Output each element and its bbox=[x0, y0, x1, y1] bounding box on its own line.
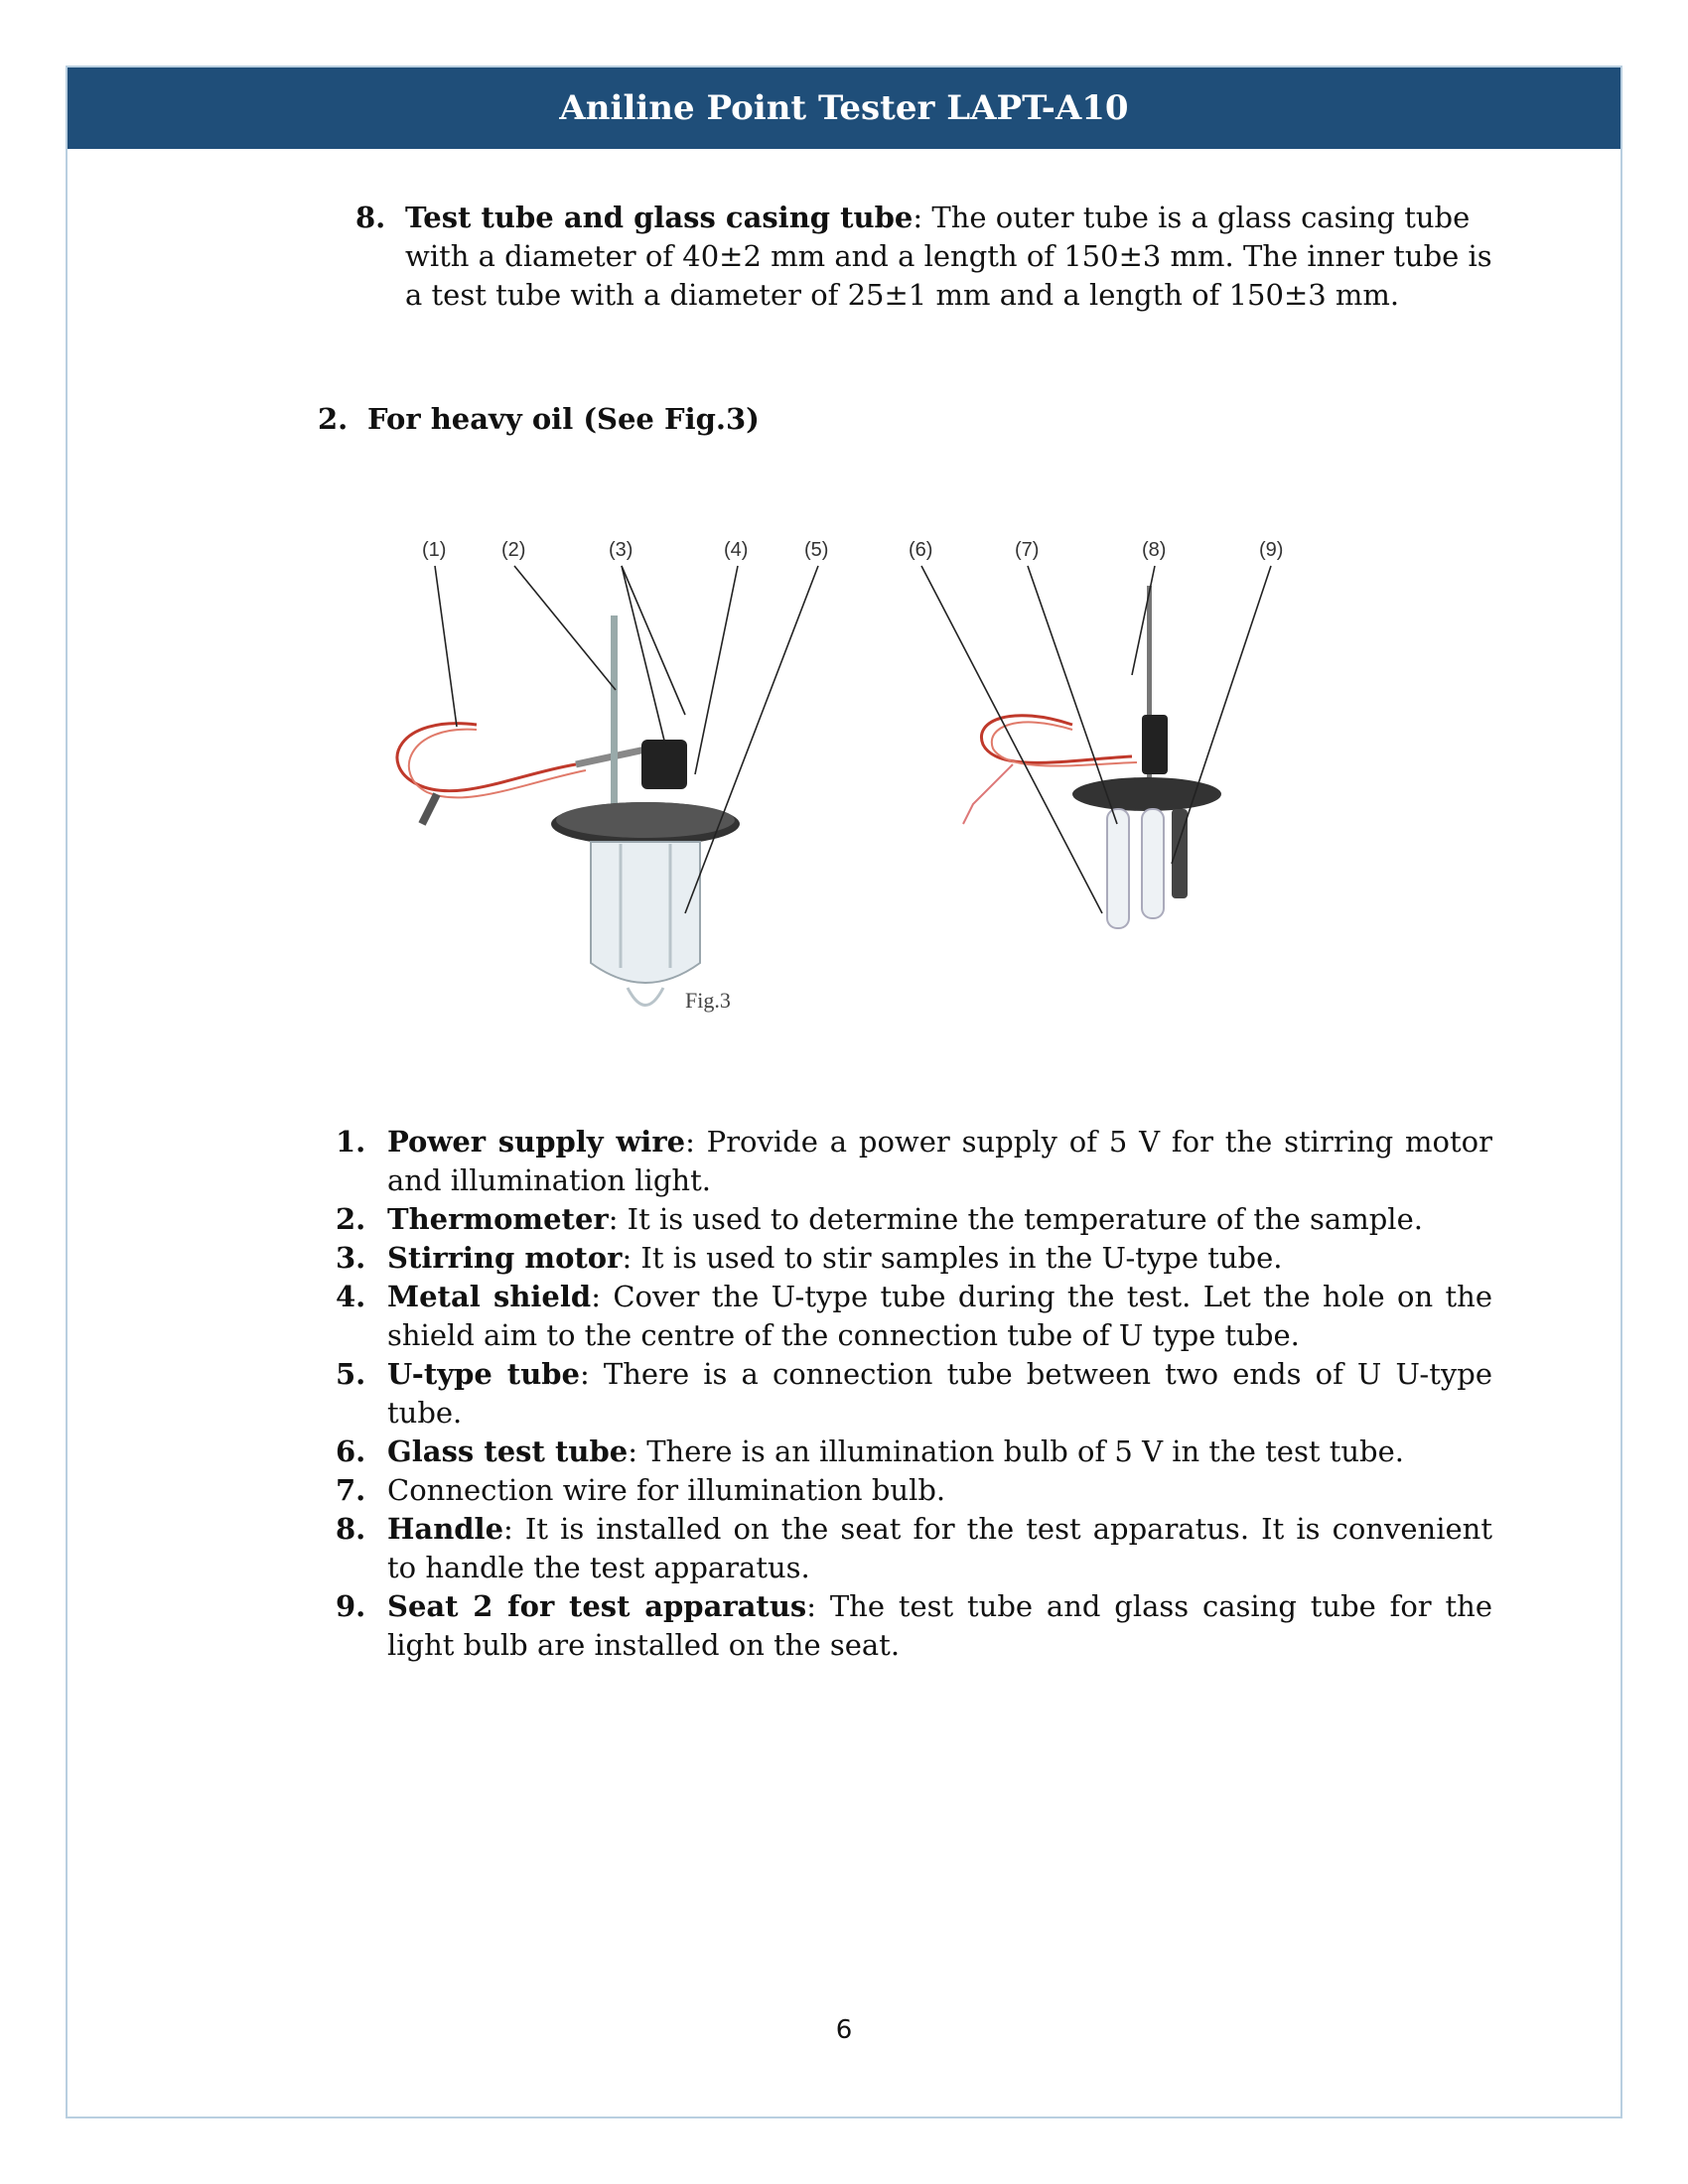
item-term: Test tube and glass casing tube bbox=[405, 201, 914, 234]
component-list bbox=[336, 1123, 1492, 1665]
callout-label-8: (8) bbox=[1142, 539, 1167, 561]
section-title: For heavy oil (See Fig.3) bbox=[367, 402, 760, 436]
page-header-title: Aniline Point Tester LAPT-A10 bbox=[68, 68, 1620, 149]
callout-label-6: (6) bbox=[909, 539, 933, 561]
page-number: 6 bbox=[835, 2015, 853, 2045]
figure-caption: Fig.3 bbox=[685, 988, 731, 1013]
list-item: 8. Handle: It is installed on the seat for the test apparatus. It is convenient to handle the test apparatus. bbox=[336, 1512, 1492, 1584]
callout-label-9: (9) bbox=[1259, 539, 1284, 561]
list-item-8 bbox=[355, 199, 1492, 315]
callout-label-2: (2) bbox=[501, 539, 526, 561]
section-heading bbox=[318, 402, 760, 436]
item-text bbox=[405, 199, 1492, 315]
callout-label-3: (3) bbox=[609, 539, 633, 561]
figure-3 bbox=[377, 526, 1311, 1032]
callout-label-5: (5) bbox=[804, 539, 829, 561]
list-item: 4. Metal shield: Cover the U-type tube during the test. Let the hole on the shield aim to the centre of the connection tube of U type tube. bbox=[336, 1280, 1492, 1352]
right-apparatus bbox=[963, 586, 1221, 928]
callout-label-1: (1) bbox=[422, 539, 447, 561]
list-item: 2. Thermometer: It is used to determine the temperature of the sample. bbox=[336, 1202, 1423, 1236]
page-frame bbox=[66, 66, 1622, 2118]
callout-label-4: (4) bbox=[724, 539, 749, 561]
list-item: 3. Stirring motor: It is used to stir samples in the U-type tube. bbox=[336, 1241, 1283, 1275]
list-item: 1. Power supply wire: Provide a power supply of 5 V for the stirring motor and illumination light. bbox=[336, 1125, 1492, 1197]
callout-label-7: (7) bbox=[1015, 539, 1040, 561]
left-apparatus bbox=[397, 615, 740, 1006]
list-item: 5. U-type tube: There is a connection tube between two ends of U U-type tube. bbox=[336, 1357, 1492, 1430]
section-number: 2. bbox=[318, 402, 349, 436]
list-item: 7. Connection wire for illumination bulb. bbox=[336, 1473, 946, 1507]
item-number: 8. bbox=[355, 201, 386, 234]
item-description: : The outer tube is a glass casing tube with a diameter of 40±2 mm and a length of 150±3 mm. The inner tube is a test tube with a diameter of 25±1 mm and a length of 150±3 mm. bbox=[405, 201, 1492, 312]
list-item: 6. Glass test tube: There is an illumination bulb of 5 V in the test tube. bbox=[336, 1434, 1404, 1468]
apparatus-illustration bbox=[377, 526, 1311, 1032]
list-item: 9. Seat 2 for test apparatus: The test tube and glass casing tube for the light bulb are installed on the seat. bbox=[336, 1589, 1492, 1662]
